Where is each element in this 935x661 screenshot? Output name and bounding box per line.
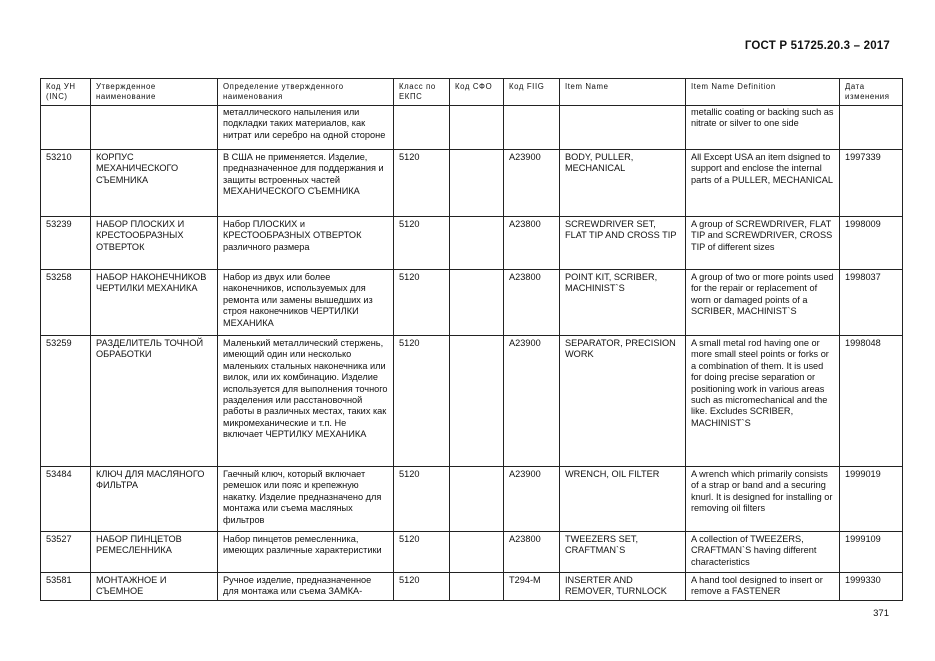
cell-item-name-definition: A group of SCREWDRIVER, FLAT TIP and SCREWDRIVER, CROSS TIP of different sizes <box>686 217 840 270</box>
cell-fiig-code: A23800 <box>504 270 560 336</box>
table-row <box>41 467 903 532</box>
cell-inc-code <box>41 106 91 150</box>
table-row <box>41 150 903 217</box>
col-header-item-name-definition: Item Name Definition <box>686 79 840 106</box>
document-id-header: ГОСТ Р 51725.20.3 – 2017 <box>744 40 890 52</box>
cell-approved-name: НАБОР ПЛОСКИХ И КРЕСТООБРАЗНЫХ ОТВЕРТОК <box>91 217 218 270</box>
gost-item-table <box>40 78 903 601</box>
cell-definition: Гаечный ключ, который включает ремешок или пояс и крепежную накатку. Изделие предназначено для монтажа или съема масляных фильтров <box>218 467 394 532</box>
cell-approved-name: НАБОР НАКОНЕЧНИКОВ ЧЕРТИЛКИ МЕХАНИКА <box>91 270 218 336</box>
cell-approved-name: МОНТАЖНОЕ И СЪЕМНОЕ <box>91 573 218 601</box>
col-header-item-name: Item Name <box>560 79 686 106</box>
col-header-approved-name: Утвержденное наименование <box>91 79 218 106</box>
cell-ekps-class <box>394 106 450 150</box>
col-header-sfo-code: Код СФО <box>450 79 504 106</box>
cell-inc-code: 53259 <box>41 336 91 467</box>
cell-sfo-code <box>450 532 504 573</box>
cell-item-name-definition: A small metal rod having one or more small steel points or forks or a combination of them. It is used for doing precise separation or positioning work in various areas such as micromechanical and the like. Excludes SCRIBER, MACHINIST`S <box>686 336 840 467</box>
table-row <box>41 217 903 270</box>
cell-fiig-code: A23800 <box>504 532 560 573</box>
cell-ekps-class: 5120 <box>394 217 450 270</box>
cell-sfo-code <box>450 336 504 467</box>
cell-inc-code: 53527 <box>41 532 91 573</box>
cell-item-name-definition: A collection of TWEEZERS, CRAFTMAN`S having different characteristics <box>686 532 840 573</box>
cell-inc-code: 53239 <box>41 217 91 270</box>
cell-fiig-code: A23900 <box>504 336 560 467</box>
col-header-change-date: Дата изменения <box>840 79 903 106</box>
cell-item-name: POINT KIT, SCRIBER, MACHINIST`S <box>560 270 686 336</box>
cell-sfo-code <box>450 217 504 270</box>
cell-item-name: SEPARATOR, PRECISION WORK <box>560 336 686 467</box>
col-header-definition: Определение утвержденного наименования <box>218 79 394 106</box>
cell-definition: Ручное изделие, предназначенное для монтажа или съема ЗАМКА- <box>218 573 394 601</box>
table-row <box>41 532 903 573</box>
cell-approved-name: РАЗДЕЛИТЕЛЬ ТОЧНОЙ ОБРАБОТКИ <box>91 336 218 467</box>
cell-definition: Маленький металлический стержень, имеющий один или несколько маленьких стальных наконечника или вилок, или их комбинацию. Изделие используется для выполнения точного разделения или расстановочной работы в различных местах, таких как микромеханические и т.п. Не включает ЧЕРТИЛКУ МЕХАНИКА <box>218 336 394 467</box>
cell-item-name-definition: All Except USA an item dsigned to support and enclose the internal parts of a PULLER, MECHANICAL <box>686 150 840 217</box>
cell-change-date: 1999330 <box>840 573 903 601</box>
cell-fiig-code: A23900 <box>504 467 560 532</box>
cell-ekps-class: 5120 <box>394 150 450 217</box>
cell-definition: В США не применяется. Изделие, предназначенное для поддержания и защиты встроенных частей МЕХАНИЧЕСКОГО СЪЕМНИКА <box>218 150 394 217</box>
cell-change-date: 1997339 <box>840 150 903 217</box>
table-row <box>41 270 903 336</box>
cell-item-name-definition: A hand tool designed to insert or remove a FASTENER <box>686 573 840 601</box>
cell-sfo-code <box>450 150 504 217</box>
cell-fiig-code <box>504 106 560 150</box>
cell-fiig-code: A23900 <box>504 150 560 217</box>
table-row <box>41 573 903 601</box>
cell-ekps-class: 5120 <box>394 467 450 532</box>
cell-inc-code: 53581 <box>41 573 91 601</box>
cell-definition: металлического напыления или подкладки таких материалов, как нитрат или серебро на одной стороне <box>218 106 394 150</box>
cell-change-date: 1999019 <box>840 467 903 532</box>
cell-item-name-definition: A group of two or more points used for the repair or replacement of worn or damaged points of a SCRIBER, MACHINIST`S <box>686 270 840 336</box>
cell-item-name: INSERTER AND REMOVER, TURNLOCK <box>560 573 686 601</box>
cell-item-name-definition: metallic coating or backing such as nitrate or silver to one side <box>686 106 840 150</box>
cell-approved-name <box>91 106 218 150</box>
cell-change-date: 1998009 <box>840 217 903 270</box>
cell-ekps-class: 5120 <box>394 270 450 336</box>
cell-ekps-class: 5120 <box>394 336 450 467</box>
cell-sfo-code <box>450 573 504 601</box>
cell-item-name-definition: A wrench which primarily consists of a strap or band and a securing knurl. It is designed for installing or removing oil filters <box>686 467 840 532</box>
cell-inc-code: 53484 <box>41 467 91 532</box>
table-header-row <box>41 79 903 106</box>
cell-ekps-class: 5120 <box>394 573 450 601</box>
cell-approved-name: КЛЮЧ ДЛЯ МАСЛЯНОГО ФИЛЬТРА <box>91 467 218 532</box>
cell-item-name: TWEEZERS SET, CRAFTMAN`S <box>560 532 686 573</box>
page-number: 371 <box>873 608 889 619</box>
cell-definition: Набор пинцетов ремесленника, имеющих различные характеристики <box>218 532 394 573</box>
cell-ekps-class: 5120 <box>394 532 450 573</box>
col-header-inc-code: Код УН (INC) <box>41 79 91 106</box>
cell-change-date: 1998037 <box>840 270 903 336</box>
cell-sfo-code <box>450 270 504 336</box>
cell-change-date: 1999109 <box>840 532 903 573</box>
cell-approved-name: НАБОР ПИНЦЕТОВ РЕМЕСЛЕННИКА <box>91 532 218 573</box>
col-header-fiig-code: Код FIIG <box>504 79 560 106</box>
cell-item-name: BODY, PULLER, MECHANICAL <box>560 150 686 217</box>
cell-fiig-code: T294-M <box>504 573 560 601</box>
table-row <box>41 336 903 467</box>
cell-definition: Набор ПЛОСКИХ и КРЕСТООБРАЗНЫХ ОТВЕРТОК различного размера <box>218 217 394 270</box>
cell-item-name <box>560 106 686 150</box>
table-row <box>41 106 903 150</box>
cell-inc-code: 53258 <box>41 270 91 336</box>
cell-sfo-code <box>450 106 504 150</box>
cell-fiig-code: A23800 <box>504 217 560 270</box>
cell-approved-name: КОРПУС МЕХАНИЧЕСКОГО СЪЕМНИКА <box>91 150 218 217</box>
cell-change-date <box>840 106 903 150</box>
cell-change-date: 1998048 <box>840 336 903 467</box>
col-header-ekps-class: Класс по ЕКПС <box>394 79 450 106</box>
cell-inc-code: 53210 <box>41 150 91 217</box>
cell-item-name: SCREWDRIVER SET, FLAT TIP AND CROSS TIP <box>560 217 686 270</box>
cell-item-name: WRENCH, OIL FILTER <box>560 467 686 532</box>
cell-sfo-code <box>450 467 504 532</box>
cell-definition: Набор из двух или более наконечников, используемых для ремонта или замены вышедших из строя наконечников ЧЕРТИЛКИ МЕХАНИКА <box>218 270 394 336</box>
